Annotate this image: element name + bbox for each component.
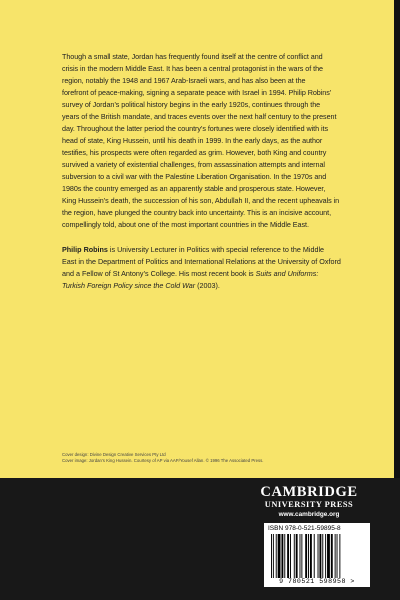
publisher-subtitle: UNIVERSITY PRESS <box>264 500 354 509</box>
barcode-bar <box>305 534 307 578</box>
blurb-line: 1980s the country emerged as an apparently stable and prosperous state. However, <box>62 184 326 193</box>
barcode-bar <box>301 534 302 578</box>
blurb-line: survived a variety of existential challenges, from assassination attempts and internal <box>62 160 325 169</box>
barcode-bar <box>290 534 291 578</box>
author-bio-text: is University Lecturer in Politics with special reference to the Middle <box>107 245 325 254</box>
barcode-bar <box>319 534 321 578</box>
barcode-bar <box>339 534 340 578</box>
barcode-bar <box>271 534 272 578</box>
barcode-bar <box>322 534 323 578</box>
publisher-logo <box>249 484 369 519</box>
isbn-barcode-box <box>264 523 370 587</box>
blurb-line: crisis in the modern Middle East. It has been a central protagonist in the wars of the <box>62 64 323 73</box>
book-blurb <box>62 51 352 231</box>
barcode-bar <box>318 534 319 578</box>
barcode-bar <box>331 534 333 578</box>
author-bio-text: East in the Department of Politics and International Relations at the University of Oxford <box>62 257 341 266</box>
author-bio-text: (2003). <box>195 281 220 290</box>
blurb-line: King Hussein’s death, the succession of his son, Abdullah II, and the recent upheavals in <box>62 196 340 205</box>
barcode-bar <box>294 534 295 578</box>
barcode-bar <box>310 534 312 578</box>
author-bio <box>62 244 352 292</box>
barcode-bar <box>296 534 298 578</box>
barcode-bar <box>281 534 283 578</box>
publisher-name: CAMBRIDGE <box>260 484 358 500</box>
blurb-line: years of the British mandate, and traces events over the next half century to the present <box>62 112 337 121</box>
cover-image-credit: Cover image: Jordan’s King Hussein. Courtesy of AP via AAP/Yousef Allan. © 1996 The Associated Press. <box>62 458 264 463</box>
blurb-line: testifies, his prospects were often regarded as grim. However, both King and country <box>62 148 327 157</box>
blurb-line: forefront of peace-making, signing a separate peace with Israel in 1994. Philip Robins’ <box>62 88 332 97</box>
barcode-bar <box>327 534 330 578</box>
recent-book-title: Suits and Uniforms: <box>255 269 319 278</box>
publisher-url: www.cambridge.org <box>278 511 340 518</box>
barcode-bar <box>273 534 274 578</box>
blurb-line: head of state, King Hussein, until his death in 1999. In the early days, as the author <box>62 136 323 145</box>
barcode-bar <box>284 534 285 578</box>
barcode-bar <box>278 534 281 578</box>
barcode-bar <box>335 534 336 578</box>
barcode-bar <box>337 534 338 578</box>
barcode-bar <box>325 534 326 578</box>
barcode-bar <box>276 534 277 578</box>
barcode-number: 9 780521 598958 > <box>279 578 355 585</box>
cover-design-credit: Cover design: Divine Design Creative Services Pty Ltd <box>62 452 166 457</box>
blurb-line: day. Throughout the latter period the country’s fortunes were closely identified with its <box>62 124 329 133</box>
cover-content <box>62 51 352 292</box>
author-bio-text: and a Fellow of St Antony’s College. His most recent book is <box>62 269 256 278</box>
recent-book-title: Turkish Foreign Policy since the Cold War <box>62 281 196 290</box>
blurb-line: compellingly told, about one of the most important countries in the Middle East. <box>62 220 309 229</box>
blurb-line: Though a small state, Jordan has frequently found itself at the centre of conflict and <box>62 52 323 61</box>
cover-credits <box>62 452 352 464</box>
barcode-bar <box>308 534 309 578</box>
barcode-icon <box>270 534 364 578</box>
isbn-label: ISBN 978-0-521-59895-8 <box>268 525 341 532</box>
barcode-bar <box>300 534 301 578</box>
blurb-line: the region, have plunged the country back into uncertainty. This is an incisive account, <box>62 208 332 217</box>
blurb-line: subversion to a civil war with the Palestine Liberation Organisation. In the 1970s and <box>62 172 327 181</box>
barcode-bar <box>287 534 289 578</box>
author-name: Philip Robins <box>62 245 108 254</box>
barcode-bar <box>314 534 315 578</box>
blurb-line: survey of Jordan’s political history begins in the early 1920s, continues through the <box>62 100 321 109</box>
blurb-line: region, notably the 1948 and 1967 Arab-Israeli wars, and has also been at the <box>62 76 306 85</box>
